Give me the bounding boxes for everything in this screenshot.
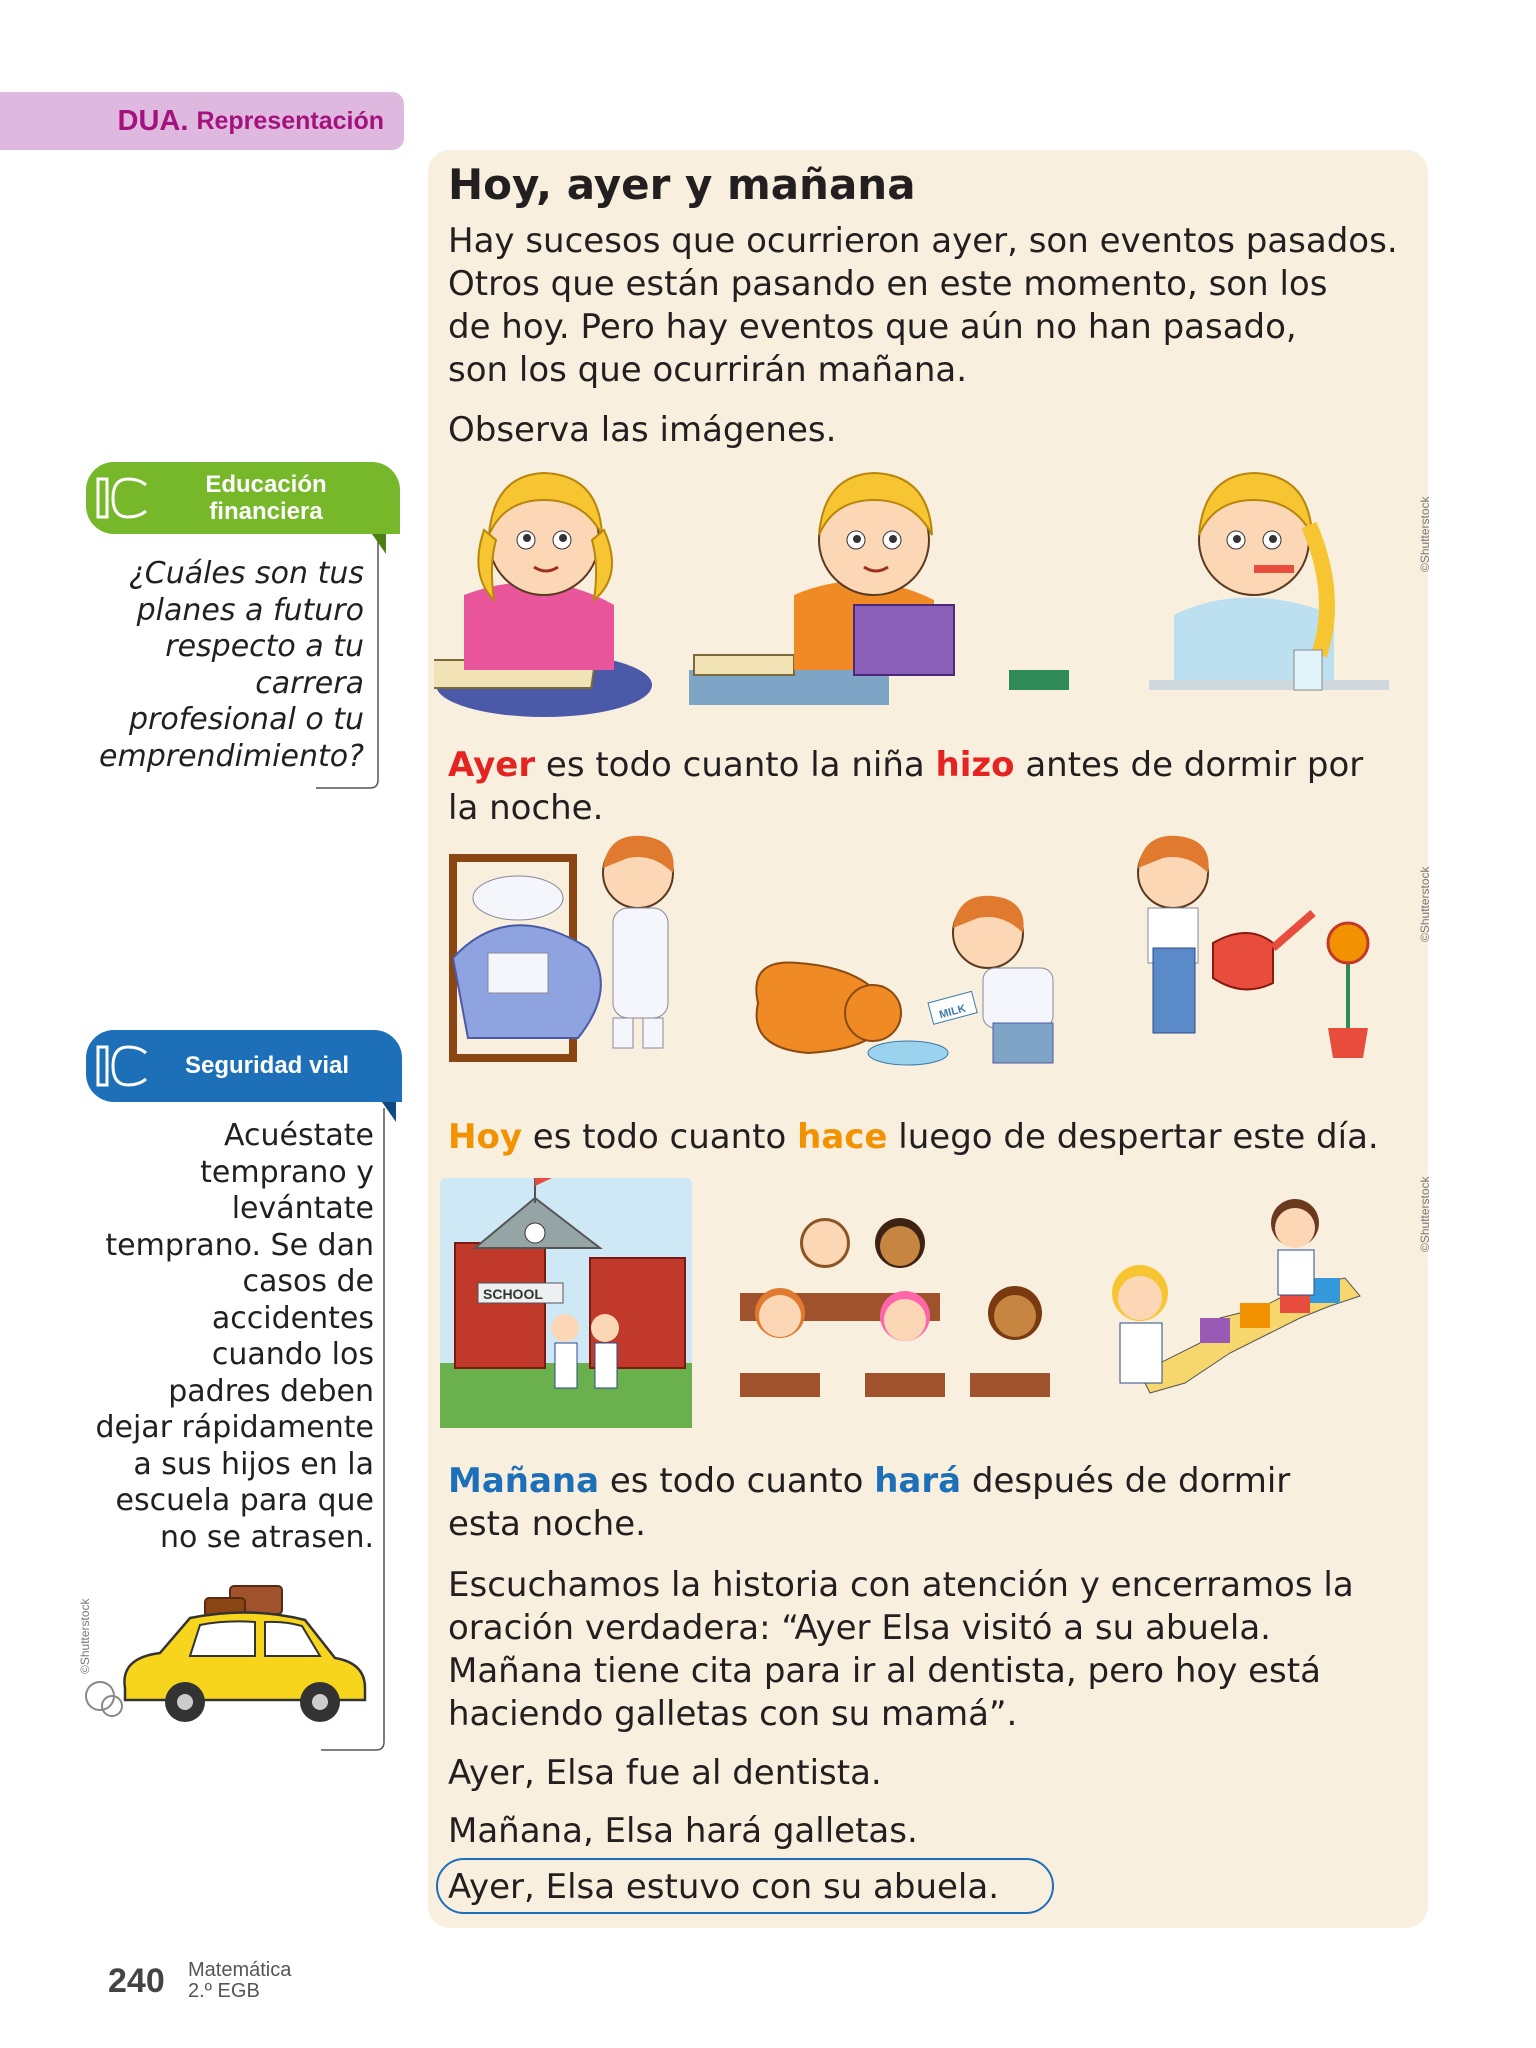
story-line-1: Escuchamos la historia con atención y encerramos la [448,1565,1354,1605]
road-line: no se atrasen. [159,1519,374,1555]
manana-line-2: esta noche. [448,1504,646,1544]
credit-2: ©Shutterstock [1418,866,1432,942]
road-line: escuela para que [115,1483,374,1518]
road-text [95,1118,374,1556]
ayer-illustrations [434,455,1414,725]
road-line: temprano y [200,1154,374,1190]
finance-line: profesional o tu [128,702,364,737]
option-1[interactable]: Ayer, Elsa fue al dentista. [448,1753,882,1793]
ic-logo-icon [94,1043,152,1089]
road-line: casos de [242,1264,374,1299]
ayer-end: antes de dormir por [1014,745,1364,785]
finance-title-1: Educación [205,471,327,498]
credit-3: ©Shutterstock [1418,1176,1432,1252]
finance-line: emprendimiento? [99,738,364,774]
road-line: cuando los [211,1337,374,1372]
milk-label: MILK [938,1002,968,1022]
intro-line-2: Otros que están pasando en este momento, son los [448,264,1328,304]
school-sign: SCHOOL [483,1286,543,1302]
manana-verb: hará [874,1461,962,1501]
finance-line: carrera [255,665,364,701]
hoy-mid: es todo cuanto [521,1117,798,1157]
road-line: padres deben [168,1373,374,1409]
hoy-sentence [448,1116,1379,1159]
finance-line: respecto a tu [165,629,364,664]
dua-tab [0,92,404,150]
finance-line: planes a futuro [136,592,364,628]
road-line: levántate [231,1191,374,1226]
option-3[interactable]: Ayer, Elsa estuvo con su abuela. [448,1867,1000,1907]
ayer-mid: es todo cuanto la niña [535,745,936,785]
finance-line: ¿Cuáles son tus [128,556,364,591]
ic-logo-icon [94,475,152,521]
manana-end: después de dormir [961,1461,1291,1501]
road-line: accidentes [211,1300,374,1336]
road-line: dejar rápidamente [95,1410,374,1445]
story-line-3: Mañana tiene cita para ir al dentista, pero hoy está [448,1651,1321,1691]
car-illustration [80,1578,380,1738]
finance-question [99,556,364,775]
observe-text: Observa las imágenes. [448,410,837,450]
intro-line-3: de hoy. Pero hay eventos que aún no han pasado, [448,307,1297,347]
grade-label: 2.º EGB [188,1980,260,2002]
finance-header [86,462,400,534]
road-line: Acuéstate [224,1118,374,1153]
dua-label: Representación [196,106,384,135]
road-header [86,1030,402,1102]
road-line: a sus hijos en la [133,1446,374,1482]
hoy-verb: hace [797,1117,888,1157]
hoy-illustrations [448,828,1408,1088]
manana-illustrations [440,1178,1420,1428]
ayer-word: Ayer [448,745,536,785]
road-line: temprano. Se dan [105,1227,374,1263]
page-number: 240 [108,1962,165,2000]
ayer-line-2: la noche. [448,788,604,828]
footer-subject [188,1960,291,2002]
hoy-word: Hoy [448,1117,522,1157]
road-title: Seguridad vial [184,1052,350,1079]
hoy-end: luego de despertar este día. [887,1117,1379,1157]
ayer-sentence [448,744,1363,787]
page-title: Hoy, ayer y mañana [448,160,916,209]
intro-line-1: Hay sucesos que ocurrieron ayer, son eventos pasados. [448,221,1398,261]
dua-keyword: DUA. [117,104,189,137]
credit-1: ©Shutterstock [1418,496,1432,572]
subject-label: Matemática [188,1959,292,1981]
manana-word: Mañana [448,1461,600,1501]
option-2[interactable]: Mañana, Elsa hará galletas. [448,1811,918,1851]
manana-mid: es todo cuanto [599,1461,875,1501]
finance-title-2: financiera [209,498,323,525]
story-line-4: haciendo galletas con su mamá”. [448,1694,1018,1734]
road-credit: ©Shutterstock [78,1598,92,1674]
story-line-2: oración verdadera: “Ayer Elsa visitó a su abuela. [448,1608,1271,1648]
ayer-verb: hizo [935,745,1015,785]
manana-sentence [448,1460,1290,1503]
intro-line-4: son los que ocurrirán mañana. [448,350,968,390]
